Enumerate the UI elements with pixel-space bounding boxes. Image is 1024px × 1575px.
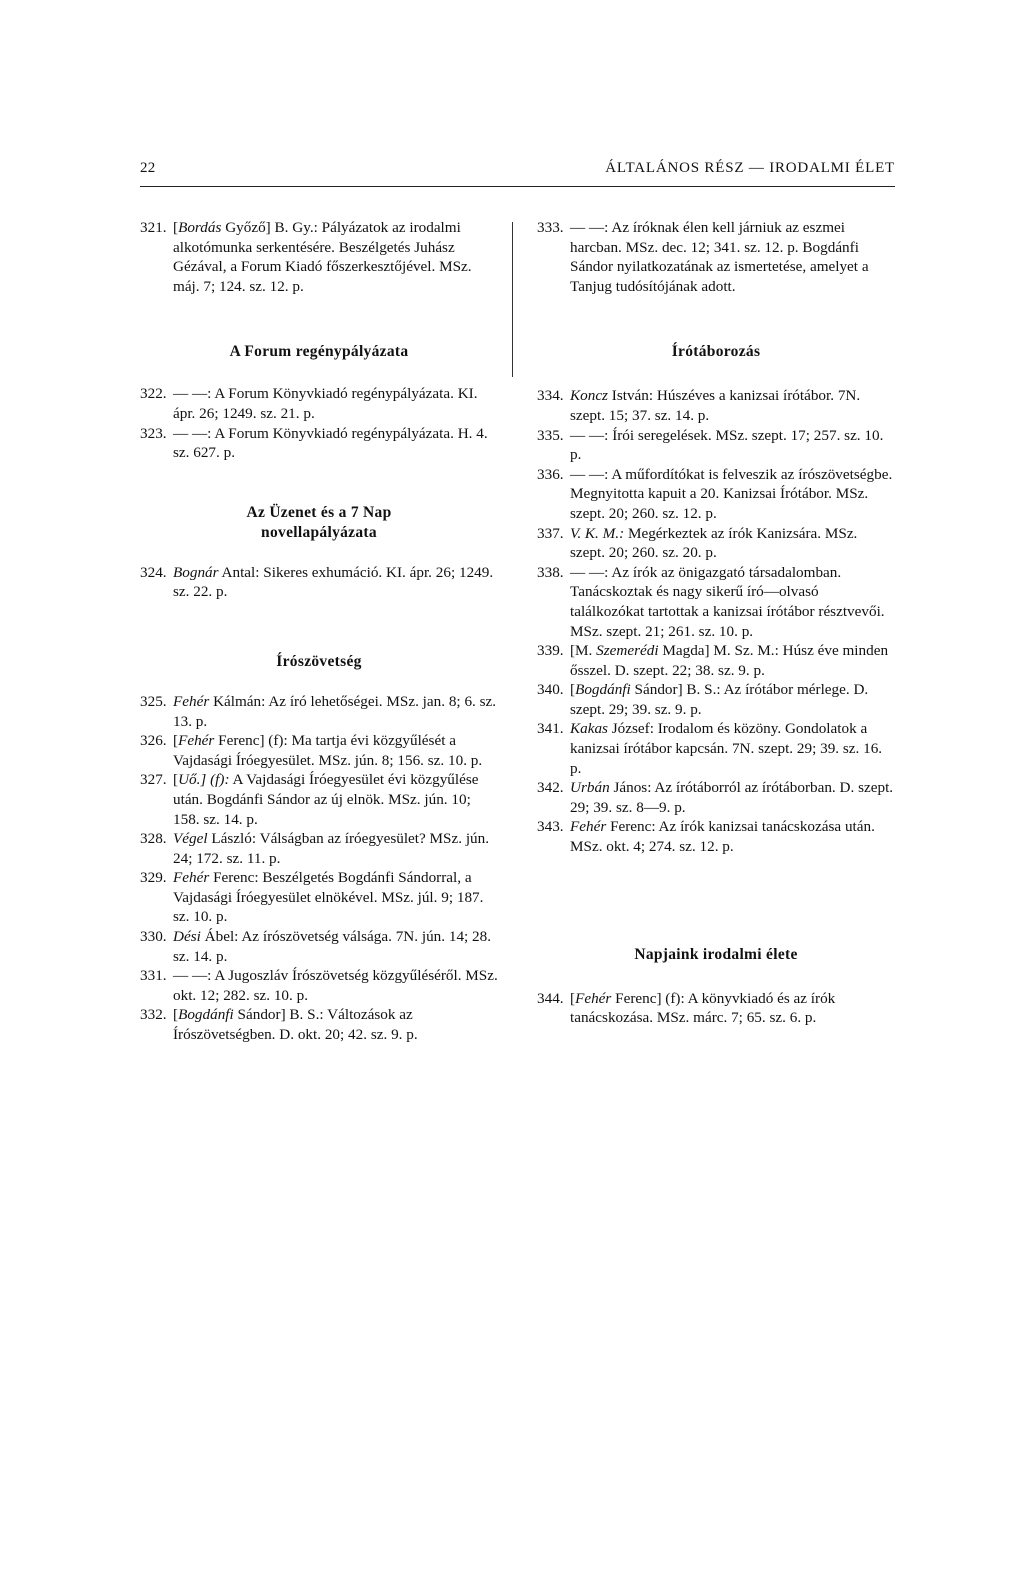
entry-number: 324. <box>140 563 167 581</box>
entry-336 <box>537 465 895 524</box>
entry-author: Fehér <box>173 692 210 710</box>
entry-text: — —: Az írók az önigazgató társadalomban. Tanácskoztak és nagy sikerű író—olvasó találkozókat tartottak a kanizsai írótábor résztvevői. MSz. szept. 21; 261. sz. 10. p. <box>570 563 885 640</box>
entry-author: Szemerédi <box>596 642 659 660</box>
entry-author: Koncz <box>570 387 608 405</box>
entry-text: Kálmán: Az író lehetőségei. MSz. jan. 8; 6. sz. 13. p. <box>173 692 497 730</box>
entry-332: 332. [Bogdánfi Sándor] B. S.: Változások az Írószövetségben. D. okt. 20; 42. sz. 9. p. <box>140 1006 418 1044</box>
entry-text: István: Húszéves a kanizsai írótábor. 7N. szept. 15; 37. sz. 14. p. <box>570 387 861 424</box>
entry-number: 336. <box>537 465 564 483</box>
entry-323 <box>140 424 498 463</box>
entry-text: Győző] B. Gy.: Pályázatok az irodalmi alkotómunka serkentésére. Beszélgetés Juhász Gézával, a Forum Kiadó főszerkesztőjével. MSz. máj. 7; 124. sz. 12. p. <box>173 219 472 295</box>
entry-author: Dési <box>173 928 201 946</box>
entry-text: — —: A Forum Könyvkiadó regénypályázata. H. 4. sz. 627. p. <box>173 424 488 462</box>
entry-text: József: Irodalom és közöny. Gondolatok a kanizsai írótábor kapcsán. 7N. szept. 29; 39. sz. 16. p. <box>570 720 883 777</box>
entry-328 <box>140 829 498 868</box>
entry-text: Ábel: Az írószövetség válsága. 7N. jún. 14; 28. sz. 14. p. <box>173 928 492 965</box>
entry-text: — —: A Forum Könyvkiadó regénypályázata. KI. ápr. 26; 1249. sz. 21. p. <box>173 385 478 422</box>
entry-text: — —: A Jugoszláv Írószövetség közgyűléséről. MSz. okt. 12; 282. sz. 10. p. <box>173 967 498 1004</box>
entry-number: 334. <box>537 387 564 405</box>
entry-text: — —: A műfordítókat is felveszik az írószövetségbe. Megnyitotta kapuit a 20. Kanizsai Írótábor. MSz. szept. 20; 260. sz. 12. p. <box>570 465 893 522</box>
entry-341 <box>537 719 895 778</box>
entry-344: 344. [Fehér Ferenc] (f): A könyvkiadó és az írók tanácskozása. MSz. márc. 7; 65. sz. 6. p. <box>537 989 836 1027</box>
section-title-forum: A Forum regénypályázata <box>229 343 409 361</box>
entry-339: 339. [M. Szemerédi Magda] M. Sz. M.: Húsz éve minden ősszel. D. szept. 22; 38. sz. 9. p. <box>537 642 889 679</box>
entry-329 <box>140 868 498 927</box>
entry-number: 325. <box>140 692 167 710</box>
entry-number: 327. <box>140 771 167 789</box>
entry-text: Ferenc] (f): Ma tartja évi közgyűlését a Vajdasági Íróegyesület. MSz. jún. 8; 156. sz. 10. p. <box>173 732 483 769</box>
entry-number: 343. <box>537 818 564 836</box>
entry-331 <box>140 966 498 1005</box>
entry-337 <box>537 524 895 563</box>
entry-340: 340. [Bogdánfi Sándor] B. S.: Az írótábor mérlege. D. szept. 29; 39. sz. 9. p. <box>537 681 869 718</box>
entry-number: 322. <box>140 385 167 403</box>
entry-343 <box>537 817 895 856</box>
entry-number: 337. <box>537 524 564 542</box>
entry-number: 342. <box>537 779 564 797</box>
entry-number: 339. <box>537 642 564 660</box>
entry-324 <box>140 563 498 602</box>
section-title-irotaborozas: Írótáborozás <box>671 343 761 361</box>
entry-number: 326. <box>140 732 167 750</box>
entry-number: 329. <box>140 869 167 887</box>
entry-number: 344. <box>537 989 564 1007</box>
entry-number: 340. <box>537 681 564 699</box>
entry-322 <box>140 384 498 423</box>
entry-text: Sándor] B. S.: Változások az Írószövetségben. D. okt. 20; 42. sz. 9. p. <box>173 1006 418 1044</box>
entry-325 <box>140 692 498 731</box>
entry-text: A Vajdasági Íróegyesület évi közgyűlése után. Bogdánfi Sándor az új elnök. MSz. jún. 10; 158. sz. 14. p. <box>173 771 479 828</box>
entry-335 <box>537 426 895 465</box>
running-head <box>140 160 895 186</box>
section-title-uzenet: Az Üzenet és a 7 Nap novellapályázata <box>246 503 392 541</box>
entry-text: Megérkeztek az írók Kanizsára. MSz. szept. 20; 260. sz. 20. p. <box>570 524 858 562</box>
entry-text: László: Válságban az íróegyesület? MSz. jún. 24; 172. sz. 11. p. <box>173 830 490 867</box>
entry-author: Bordás <box>178 219 222 236</box>
entry-text: Ferenc: Az írók kanizsai tanácskozása után. MSz. okt. 4; 274. sz. 12. p. <box>570 818 875 856</box>
entry-321: 321. [Bordás Győző] B. Gy.: Pályázatok az irodalmi alkotómunka serkentésére. Beszélgetés Juhász Gézával, a Forum Kiadó főszerkesztőjével. MSz. máj. 7; 124. sz. 12. p. <box>140 219 472 295</box>
left-column <box>140 218 498 1045</box>
entry-number: 331. <box>140 967 167 985</box>
entry-text: Magda] M. Sz. M.: Húsz éve minden ősszel. D. szept. 22; 38. sz. 9. p. <box>570 642 889 679</box>
right-column <box>537 218 895 1028</box>
entry-number: 321. <box>140 219 167 236</box>
page-number: 22 <box>140 160 156 176</box>
entry-text: Ferenc: Beszélgetés Bogdánfi Sándorral, a Vajdasági Íróegyesület elnökével. MSz. júl. 9; 187. sz. 10. p. <box>173 869 484 926</box>
entry-author: Bogdánfi <box>178 1006 234 1024</box>
entry-author: V. K. M.: <box>570 524 625 542</box>
section-title-iroszovetseg: Írószövetség <box>276 652 362 670</box>
entry-author: Fehér <box>173 869 210 887</box>
entry-number: 332. <box>140 1006 167 1024</box>
header-rule <box>140 186 895 187</box>
entry-number: 335. <box>537 426 564 444</box>
entry-342 <box>537 778 895 817</box>
entry-number: 328. <box>140 830 167 848</box>
entry-number: 333. <box>537 219 564 236</box>
entry-author: Bognár <box>173 563 219 581</box>
running-title: ÁLTALÁNOS RÉSZ — IRODALMI ÉLET <box>605 160 895 176</box>
entry-number: 323. <box>140 424 167 442</box>
entry-author: Bogdánfi <box>575 681 631 699</box>
entry-338 <box>537 563 895 641</box>
section-title-napjaink: Napjaink irodalmi élete <box>634 945 798 963</box>
entry-text: János: Az írótáborról az írótáborban. D. szept. 29; 39. sz. 8—9. p. <box>570 779 894 816</box>
entry-text: — —: Írói seregelések. MSz. szept. 17; 257. sz. 10. p. <box>570 426 884 464</box>
entry-text: Ferenc] (f): A könyvkiadó és az írók tanácskozása. MSz. márc. 7; 65. sz. 6. p. <box>570 989 836 1027</box>
entry-author: Kakas <box>570 720 608 738</box>
entry-author: Fehér <box>570 818 607 836</box>
entry-327: 327. [Uő.] (f): A Vajdasági Íróegyesület évi közgyűlése után. Bogdánfi Sándor az új elnök. MSz. jún. 10; 158. sz. 14. p. <box>140 771 479 828</box>
entry-334 <box>537 386 895 425</box>
entry-text: Sándor] B. S.: Az írótábor mérlege. D. szept. 29; 39. sz. 9. p. <box>570 681 869 718</box>
entry-326: 326. [Fehér Ferenc] (f): Ma tartja évi közgyűlését a Vajdasági Íróegyesület. MSz. jún. 8; 156. sz. 10. p. <box>140 732 483 769</box>
entry-text: Antal: Sikeres exhumáció. KI. ápr. 26; 1249. sz. 22. p. <box>173 563 494 601</box>
entry-author: Uő.] (f): <box>178 771 230 789</box>
column-divider <box>512 222 513 377</box>
entry-number: 341. <box>537 720 564 738</box>
entry-333 <box>537 218 895 296</box>
entry-number: 338. <box>537 563 564 581</box>
entry-330 <box>140 927 498 966</box>
entry-author: Fehér <box>575 989 612 1007</box>
entry-author: Urbán <box>570 779 610 797</box>
entry-author: Fehér <box>178 732 215 750</box>
entry-author: Végel <box>173 830 208 848</box>
entry-text: — —: Az íróknak élen kell járniuk az eszmei harcban. MSz. dec. 12; 341. sz. 12. p. Bogdánfi Sándor nyilatkozatának az ismertetése, amelyet a Tanjug tudósítójának adott. <box>570 219 869 295</box>
entry-number: 330. <box>140 928 167 946</box>
